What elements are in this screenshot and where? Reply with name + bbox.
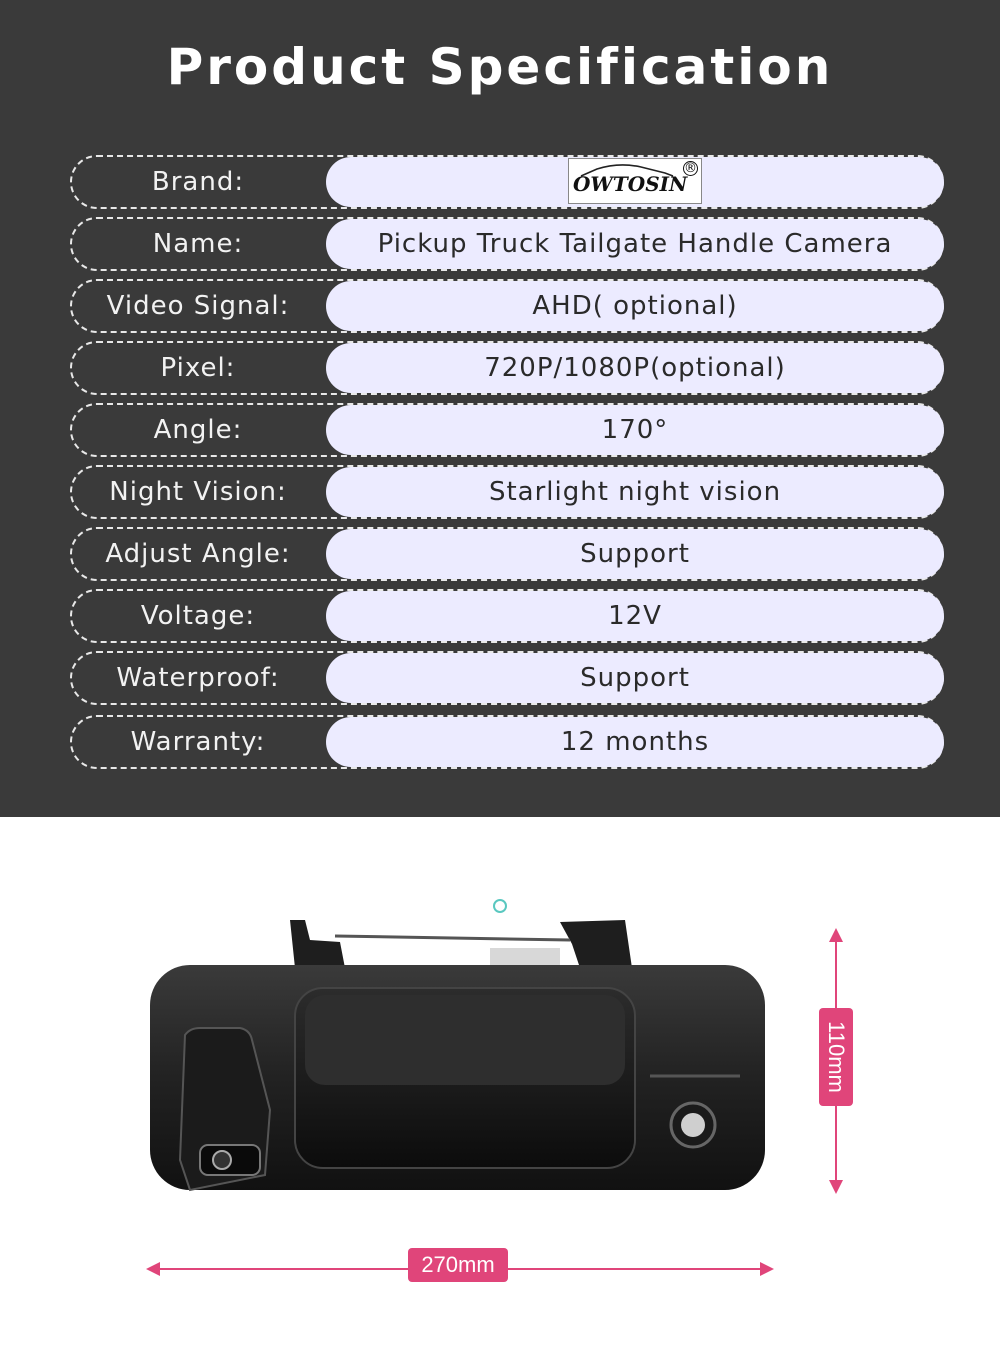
- spec-value: 12 months: [326, 717, 944, 767]
- spec-label: Night Vision:: [109, 477, 287, 507]
- spec-label: Name:: [152, 229, 244, 259]
- brand-logo-text: OWTOSIN: [573, 171, 688, 196]
- spec-value: Support: [326, 653, 944, 703]
- spec-label: Brand:: [151, 167, 245, 197]
- page-title: Product Specification: [166, 38, 834, 96]
- spec-value: Support: [326, 529, 944, 579]
- spec-value: 170°: [326, 405, 944, 455]
- spec-label: Adjust Angle:: [105, 539, 291, 569]
- spec-label: Angle:: [153, 415, 243, 445]
- spec-label: Voltage:: [140, 601, 256, 631]
- spec-value: AHD( optional): [326, 281, 944, 331]
- spec-label: Warranty:: [130, 727, 266, 757]
- height-dimension-label: 110mm: [819, 1008, 853, 1106]
- spec-value: 720P/1080P(optional): [326, 343, 944, 393]
- spec-label: Pixel:: [160, 353, 236, 383]
- spec-label: Video Signal:: [106, 291, 290, 321]
- spec-value: 12V: [326, 591, 944, 641]
- spec-label: Waterproof:: [116, 663, 280, 693]
- width-dimension-label: 270mm: [408, 1248, 508, 1282]
- spec-value: Pickup Truck Tailgate Handle Camera: [326, 219, 944, 269]
- spec-value: Starlight night vision: [326, 467, 944, 517]
- registered-mark: ®: [684, 160, 698, 176]
